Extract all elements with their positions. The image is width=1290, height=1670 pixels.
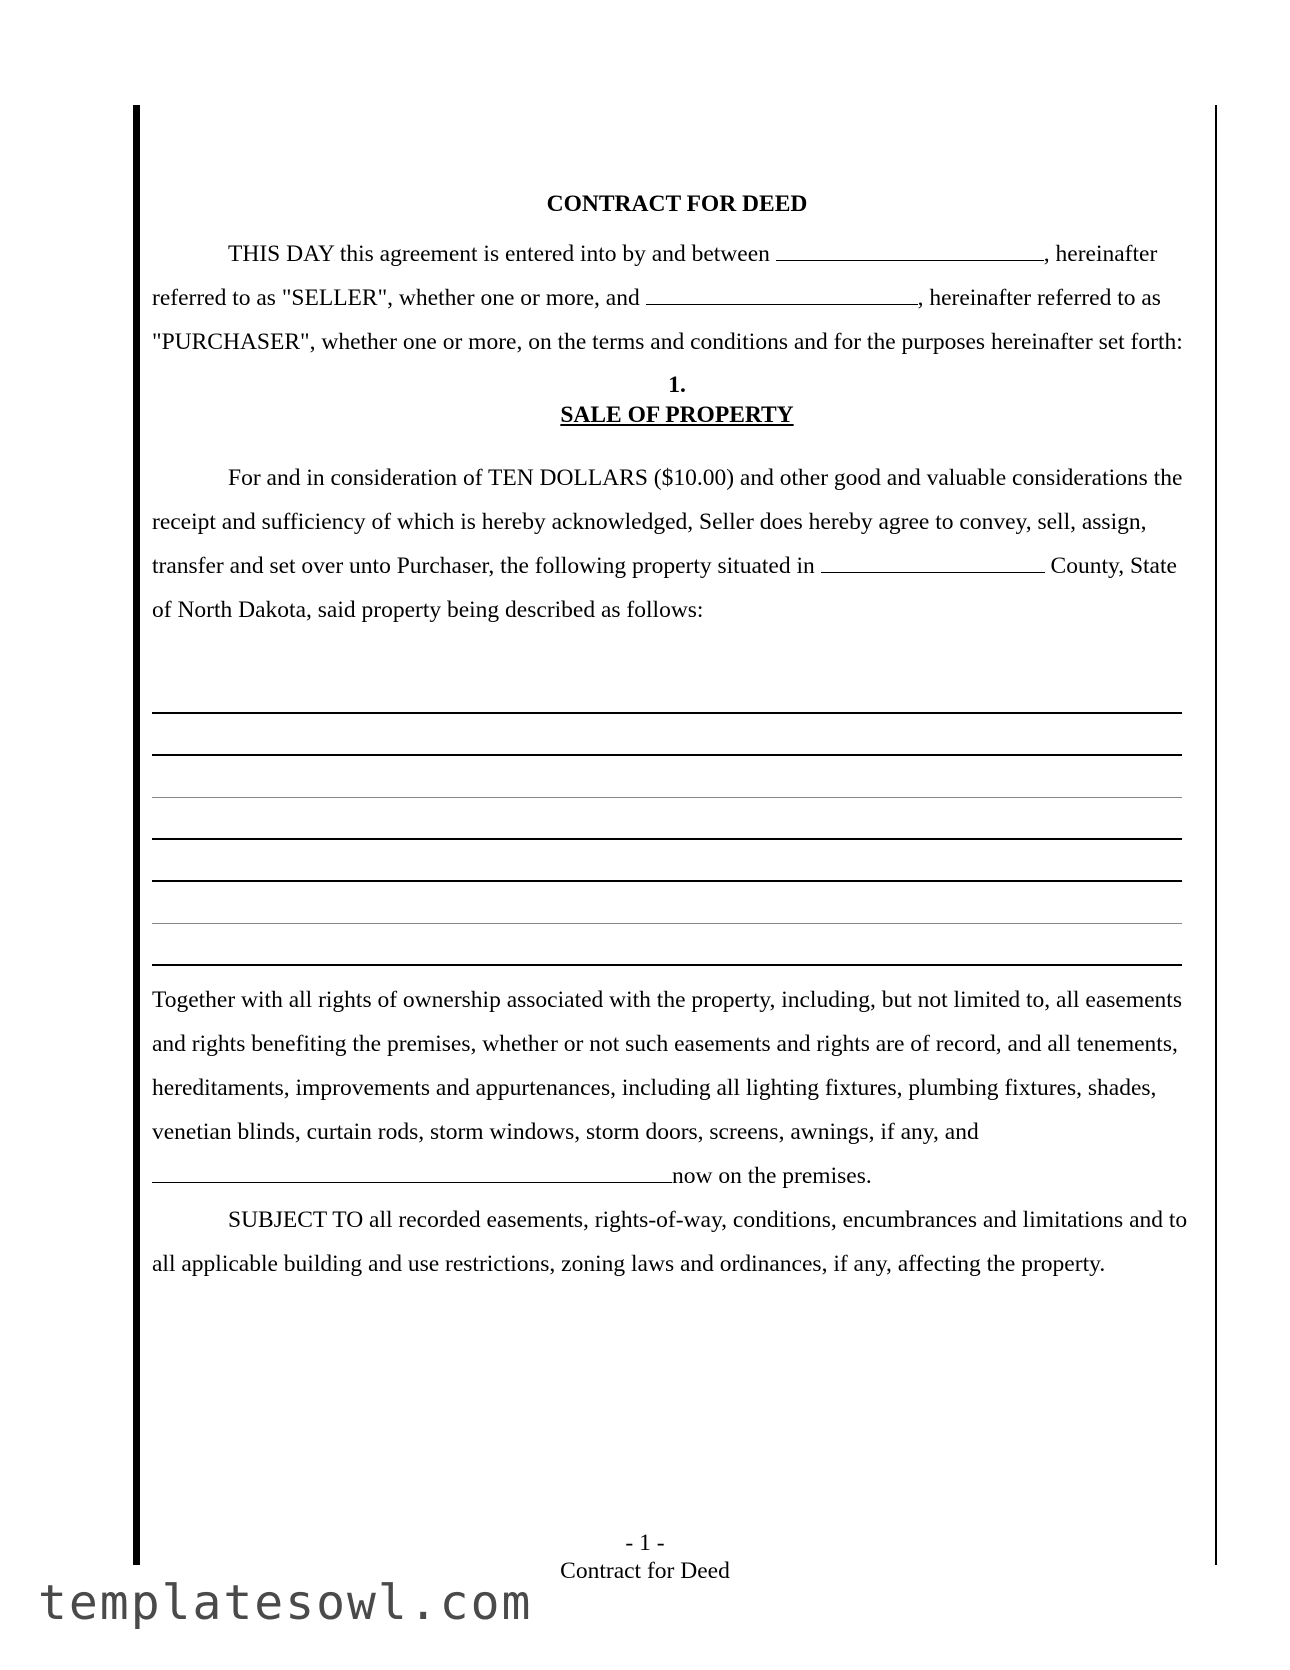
left-margin-rule bbox=[133, 105, 140, 1565]
page-number: - 1 - bbox=[625, 1530, 665, 1556]
section-heading: SALE OF PROPERTY bbox=[560, 402, 794, 428]
description-line[interactable] bbox=[152, 714, 1182, 756]
seller-name-blank[interactable] bbox=[776, 236, 1044, 261]
together-end: now on the premises. bbox=[672, 1163, 872, 1189]
description-line[interactable] bbox=[152, 882, 1182, 924]
document-title: CONTRACT FOR DEED bbox=[546, 191, 808, 217]
intro-text-3: , hereinafter referred to as "PURCHASER", whether one or more, on the terms and conditions and for the purposes hereinafter set forth: bbox=[152, 285, 1183, 355]
together-paragraph bbox=[152, 978, 1202, 1198]
consideration-paragraph bbox=[152, 456, 1202, 632]
fixtures-blank[interactable] bbox=[152, 1158, 672, 1183]
section-number: 1. bbox=[668, 372, 686, 398]
intro-comma: , bbox=[1043, 241, 1050, 267]
together-text: Together with all rights of ownership associated with the property, including, but not limited to, all easements and rights benefiting the premises, whether or not such easements and rights are of record, and all tenements, hereditaments, improvements and appurtenances, including all lighting fixtures, plumbing fixtures, shades, venetian blinds, curtain rods, storm windows, storm doors, screens, awnings, if any, and bbox=[152, 987, 1182, 1145]
right-margin-rule bbox=[1215, 105, 1217, 1565]
subject-to-paragraph: SUBJECT TO all recorded easements, rights-of-way, conditions, encumbrances and limitations and to all applicable building and use restrictions, zoning laws and ordinances, if any, affecting the property. bbox=[152, 1207, 1188, 1277]
watermark-text: templatesowl.com bbox=[38, 1575, 533, 1631]
purchaser-name-blank[interactable] bbox=[646, 280, 918, 305]
description-line[interactable] bbox=[152, 840, 1182, 882]
document-body bbox=[152, 170, 1202, 1286]
property-description-lines bbox=[152, 688, 1202, 966]
consideration-end: County, State of North Dakota, said property being described as follows: bbox=[152, 553, 1177, 623]
description-line[interactable] bbox=[152, 756, 1182, 798]
footer-title: Contract for Deed bbox=[560, 1558, 730, 1584]
description-line[interactable] bbox=[152, 798, 1182, 840]
county-blank[interactable] bbox=[821, 548, 1045, 573]
description-line[interactable] bbox=[152, 924, 1182, 966]
intro-text-2: hereinafter referred to as "SELLER", whether one or more, and bbox=[152, 241, 1158, 311]
intro-paragraph bbox=[152, 232, 1202, 364]
description-line[interactable] bbox=[152, 688, 1182, 714]
intro-text-1: THIS DAY this agreement is entered into by and between bbox=[228, 241, 770, 267]
consideration-text: For and in consideration of TEN DOLLARS ($10.00) and other good and valuable considerations the receipt and sufficiency of which is hereby acknowledged, Seller does hereby agree to convey, sell, assign, transfer and set over unto Purchaser, the following property situated in bbox=[152, 465, 1183, 579]
